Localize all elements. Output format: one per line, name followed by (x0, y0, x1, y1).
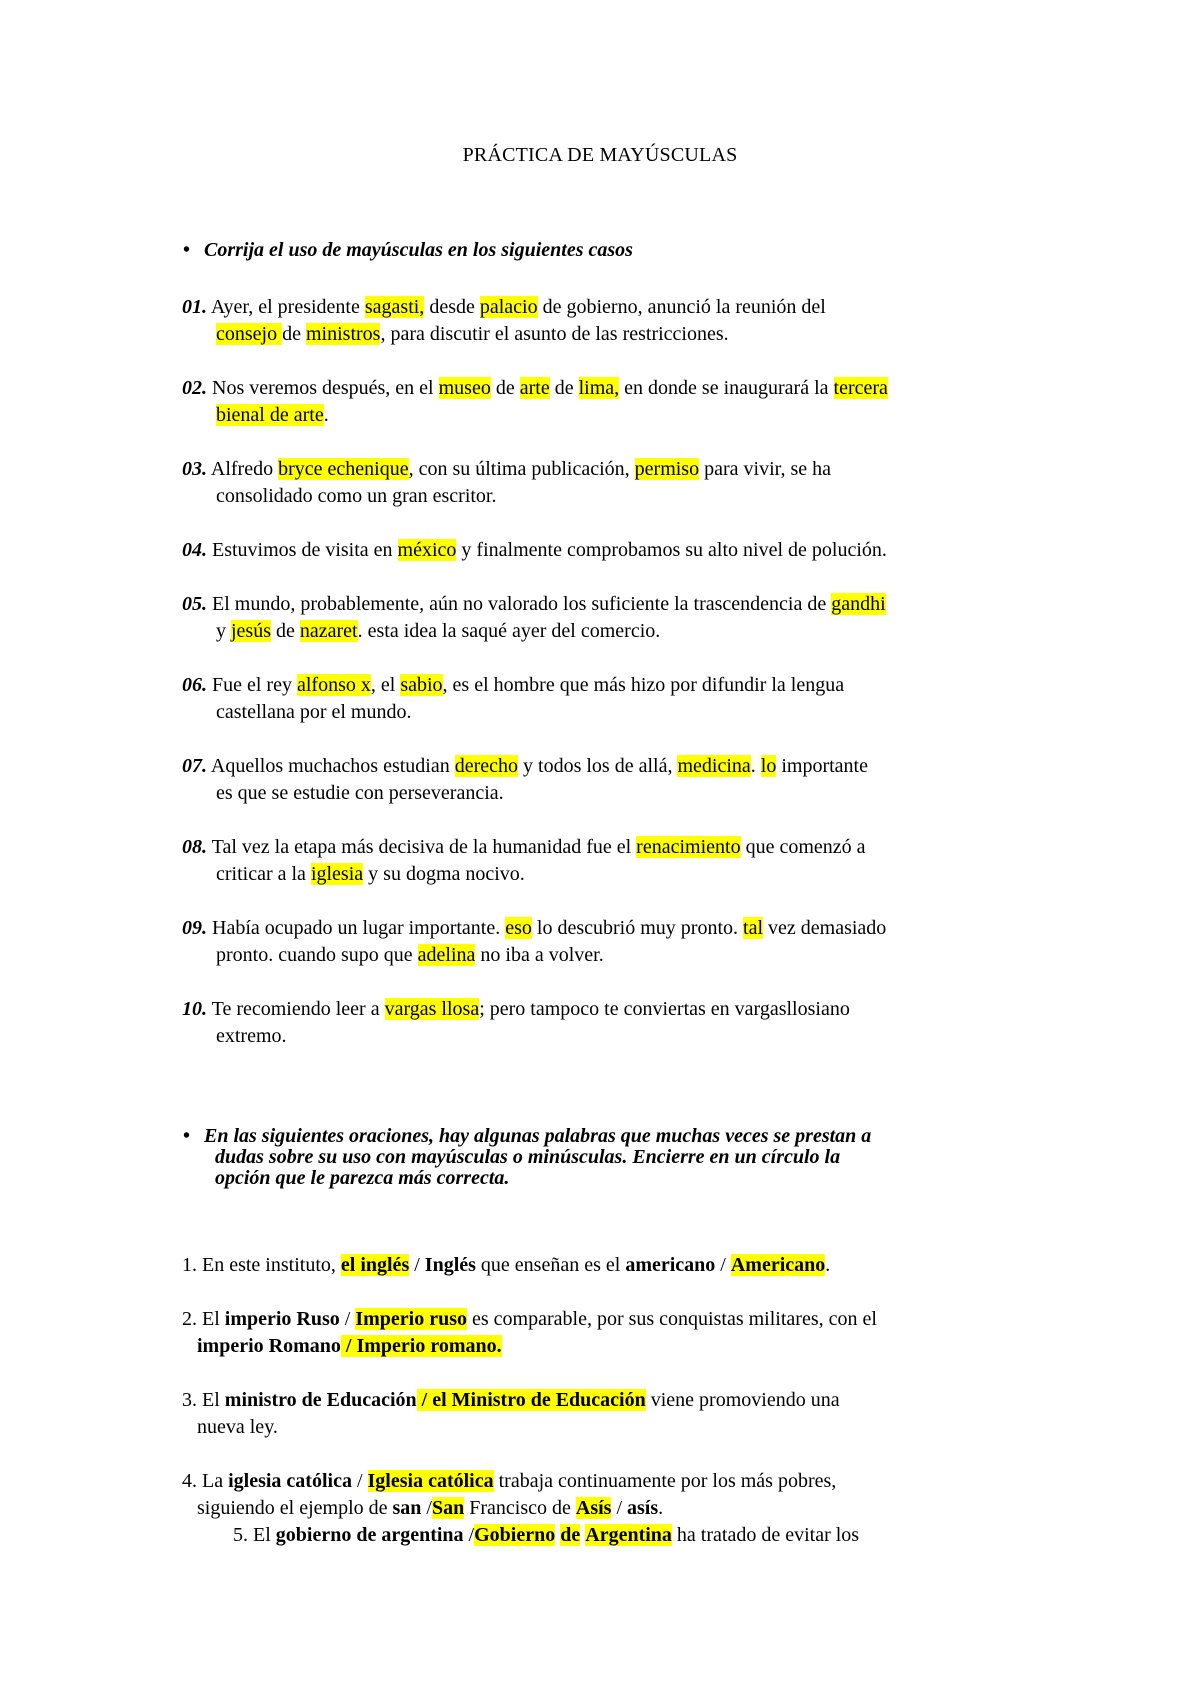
text: / (421, 1497, 432, 1519)
text: viene promoviendo una (645, 1389, 840, 1411)
bold-term: gobierno de argentina (275, 1524, 464, 1546)
highlight: ministros (305, 323, 381, 345)
text: . (750, 755, 761, 777)
text: de (271, 620, 300, 642)
text: El (197, 1308, 225, 1330)
exercise-number: 05. (182, 593, 207, 615)
highlight: Argentina (585, 1524, 672, 1546)
text: de gobierno, anunció la reunión del (537, 296, 826, 318)
highlight: tal (743, 917, 764, 939)
exercise-06 (182, 672, 1042, 726)
exercise-number: 01. (182, 296, 207, 318)
highlight: eso (505, 917, 532, 939)
instruction-2 (183, 1126, 1043, 1189)
text: Estuvimos de visita en (207, 539, 398, 561)
bold-term: americano (625, 1254, 716, 1276)
highlight: adelina (417, 944, 476, 966)
exercise-02 (182, 375, 1042, 429)
text: de (549, 377, 579, 399)
highlight: / el Ministro de Educación (416, 1389, 646, 1411)
highlight: / Imperio romano. (340, 1335, 502, 1357)
text: , para discutir el asunto de las restricciones. (380, 323, 729, 345)
text: para vivir, se ha (699, 458, 832, 480)
instruction-2-line-3: opción que le parezca más correcta. (215, 1167, 510, 1189)
bold-term: asís (627, 1497, 659, 1519)
text: / (611, 1497, 628, 1519)
exercise-line-2 (182, 618, 1042, 645)
text: es comparable, por sus conquistas militares, con el (467, 1308, 877, 1330)
page-title: PRÁCTICA DE MAYÚSCULAS (462, 144, 738, 166)
text: . esta idea la saqué ayer del comercio. (357, 620, 661, 642)
highlight: arte (519, 377, 550, 399)
text: El mundo, probablemente, aún no valorado los suficiente la trascendencia de (207, 593, 832, 615)
choice-number: 3. (182, 1389, 197, 1411)
highlight: iglesia (310, 863, 364, 885)
text: en donde se inaugurará la (619, 377, 834, 399)
text: importante (776, 755, 868, 777)
text: de (282, 323, 306, 345)
text: Ayer, el presidente (207, 296, 365, 318)
highlight: Iglesia católica (367, 1470, 494, 1492)
bold-term: ministro de Educación (224, 1389, 417, 1411)
highlight: sagasti, (364, 296, 425, 318)
highlight: Imperio ruso (355, 1308, 468, 1330)
choice-line-2 (182, 1333, 1042, 1360)
text: pronto. cuando supo que (216, 944, 418, 966)
instruction-1-text: Corrija el uso de mayúsculas en los siguientes casos (204, 239, 633, 261)
text: Aquellos muchachos estudian (207, 755, 455, 777)
text: / (409, 1254, 425, 1276)
text: / (463, 1524, 475, 1546)
text: ; pero tampoco te conviertas en vargasllosiano (479, 998, 850, 1020)
exercise-09 (182, 915, 1042, 969)
highlight: San (431, 1497, 465, 1519)
text: vez demasiado (763, 917, 887, 939)
choice-1 (182, 1252, 1042, 1279)
highlight: palacio (479, 296, 538, 318)
highlight: museo (438, 377, 491, 399)
bullet-icon: • (183, 1125, 191, 1147)
exercise-line-2 (182, 321, 1042, 348)
text: no iba a volver. (475, 944, 604, 966)
highlight: tercera (833, 377, 888, 399)
exercise-07 (182, 753, 1042, 807)
choice-number: 1. (182, 1254, 197, 1276)
text: y su dogma nocivo. (363, 863, 525, 885)
text: El (248, 1524, 276, 1546)
highlight: de (560, 1524, 581, 1546)
text: , es el hombre que más hizo por difundir la lengua (442, 674, 845, 696)
bold-term: iglesia católica (228, 1470, 352, 1492)
text: trabaja continuamente por los más pobres, (493, 1470, 837, 1492)
highlight: sabio (400, 674, 443, 696)
text: En este instituto, (197, 1254, 341, 1276)
bold-term: imperio Romano (197, 1335, 341, 1357)
text: , con su última publicación, (408, 458, 635, 480)
text: Francisco de (464, 1497, 576, 1519)
text: Te recomiendo leer a (207, 998, 385, 1020)
text: Había ocupado un lugar importante. (207, 917, 506, 939)
exercise-number: 04. (182, 539, 207, 561)
highlight: méxico (397, 539, 457, 561)
text: desde (424, 296, 480, 318)
text: lo descubrió muy pronto. (531, 917, 744, 939)
bold-term: san (392, 1497, 422, 1519)
instruction-2-line-1: En las siguientes oraciones, hay algunas palabras que muchas veces se prestan a (204, 1125, 872, 1147)
exercise-line-2: consolidado como un gran escritor. (216, 485, 497, 507)
exercise-number: 10. (182, 998, 207, 1020)
choice-line-2 (182, 1495, 1042, 1522)
highlight: consejo (216, 323, 283, 345)
exercise-08 (182, 834, 1042, 888)
highlight: gandhi (831, 593, 886, 615)
highlight: el inglés (340, 1254, 410, 1276)
text: , el (370, 674, 401, 696)
exercise-number: 09. (182, 917, 207, 939)
text: siguiendo el ejemplo de (197, 1497, 393, 1519)
highlight: medicina (677, 755, 751, 777)
instruction-2-line-2: dudas sobre su uso con mayúsculas o minúsculas. Encierre en un círculo la (215, 1146, 841, 1168)
exercise-number: 07. (182, 755, 207, 777)
text: que comenzó a (740, 836, 866, 858)
exercise-10 (182, 996, 1042, 1050)
text: Nos veremos después, en el (207, 377, 439, 399)
exercise-number: 08. (182, 836, 207, 858)
text: y todos los de allá, (518, 755, 678, 777)
text: La (197, 1470, 229, 1492)
exercise-line-2 (182, 861, 1042, 888)
exercise-number: 02. (182, 377, 207, 399)
text: y (216, 620, 231, 642)
text: que enseñan es el (475, 1254, 626, 1276)
text: Tal vez la etapa más decisiva de la humanidad fue el (207, 836, 637, 858)
text: / (715, 1254, 731, 1276)
text: . (658, 1497, 664, 1519)
text: y finalmente comprobamos su alto nivel de polución. (456, 539, 887, 561)
instruction-1 (183, 240, 1043, 261)
highlight: nazaret (299, 620, 358, 642)
choice-3 (182, 1387, 1042, 1441)
highlight: renacimiento (636, 836, 741, 858)
choice-number: 5. (233, 1524, 248, 1546)
text: / (339, 1308, 356, 1330)
exercise-03 (182, 456, 1042, 510)
exercise-line-2 (182, 942, 1042, 969)
exercise-line-2: castellana por el mundo. (216, 701, 412, 723)
text: Fue el rey (207, 674, 297, 696)
text: El (197, 1389, 225, 1411)
bold-term: imperio Ruso (224, 1308, 340, 1330)
highlight: permiso (634, 458, 700, 480)
bold-term: Inglés (424, 1254, 476, 1276)
text: de (490, 377, 520, 399)
text: . (825, 1254, 831, 1276)
exercise-line-2: extremo. (216, 1025, 287, 1047)
highlight: Americano (730, 1254, 826, 1276)
highlight: alfonso x (296, 674, 371, 696)
exercise-01 (182, 294, 1042, 348)
highlight: derecho (454, 755, 519, 777)
exercise-04 (182, 537, 1042, 564)
text: . (323, 404, 329, 426)
highlight: bryce echenique (278, 458, 409, 480)
highlight: lo (760, 755, 777, 777)
choice-number: 4. (182, 1470, 197, 1492)
text: criticar a la (216, 863, 311, 885)
choice-line-2: nueva ley. (197, 1416, 278, 1438)
bullet-icon: • (183, 239, 191, 261)
choice-4 (182, 1468, 1042, 1522)
choice-5 (233, 1522, 1093, 1549)
highlight: Asís (575, 1497, 612, 1519)
highlight: bienal de arte (216, 404, 324, 426)
highlight: vargas llosa (384, 998, 480, 1020)
highlight: Gobierno (474, 1524, 556, 1546)
highlight: lima, (578, 377, 620, 399)
exercise-line-2 (182, 402, 1042, 429)
exercise-05 (182, 591, 1042, 645)
choice-number: 2. (182, 1308, 197, 1330)
text: / (351, 1470, 368, 1492)
text: Alfredo (207, 458, 279, 480)
choice-2 (182, 1306, 1042, 1360)
highlight: jesús (231, 620, 271, 642)
exercise-number: 03. (182, 458, 207, 480)
exercise-number: 06. (182, 674, 207, 696)
exercise-line-2: es que se estudie con perseverancia. (216, 782, 504, 804)
text: ha tratado de evitar los (671, 1524, 860, 1546)
